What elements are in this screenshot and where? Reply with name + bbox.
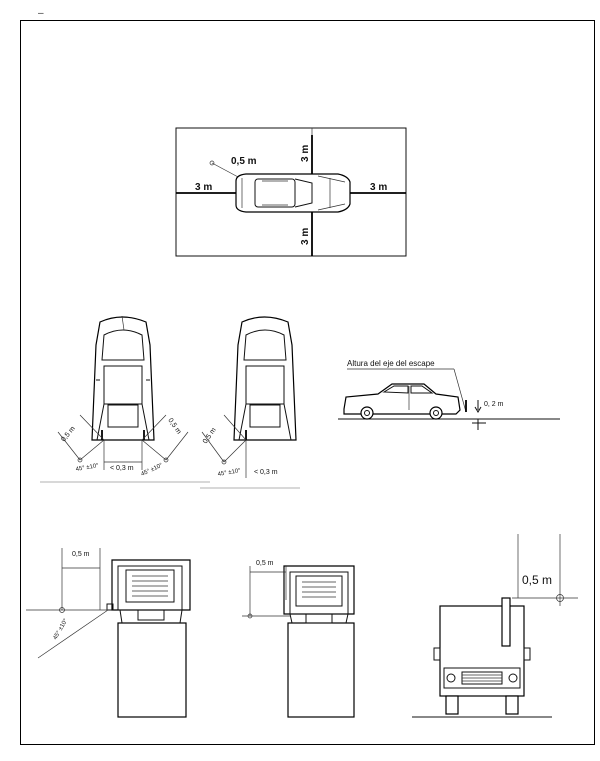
- front-right-label-05: 0,5 m: [201, 426, 218, 446]
- front-left-label-05-left: 0,5 m: [60, 425, 77, 444]
- top-view-label-left: 3 m: [195, 182, 213, 193]
- car-body: [92, 317, 154, 440]
- top-view-diagram: [176, 128, 406, 256]
- front-left-label-angle-left: 45° ±10°: [75, 463, 100, 473]
- front-left-label-gap: < 0,3 m: [110, 465, 134, 472]
- top-view-label-bottom: 3 m: [300, 227, 311, 245]
- truck-rear-view-left: [26, 548, 190, 717]
- car-rear-view-right: [200, 317, 300, 488]
- front-right-label-gap: < 0,3 m: [254, 469, 278, 476]
- truck-left-label-05: 0,5 m: [72, 551, 90, 558]
- side-view-label-height: 0, 2 m: [484, 401, 504, 408]
- car-top-view: [236, 174, 350, 212]
- top-view-label-top: 3 m: [300, 144, 311, 162]
- top-view-label-05: 0,5 m: [231, 156, 257, 167]
- car-rear-view-left: [40, 316, 210, 482]
- top-view-label-right: 3 m: [370, 182, 388, 193]
- front-left-label-angle-right: 45° ±10°: [140, 462, 164, 478]
- truck-rear-view-middle: [242, 566, 354, 717]
- front-right-label-angle: 45° ±10°: [217, 468, 242, 478]
- side-view-label-exhaust: Altura del eje del escape: [347, 359, 435, 368]
- front-left-label-05-right: 0,5 m: [166, 417, 183, 436]
- truck-middle-label-05: 0,5 m: [256, 560, 274, 567]
- truck-left-label-angle: 45° ±10°: [52, 617, 70, 641]
- car-side-view: [338, 369, 560, 430]
- truck-right-label-05: 0,5 m: [522, 573, 553, 587]
- top-mark: –: [38, 8, 44, 19]
- truck-front-view-right: [412, 534, 578, 717]
